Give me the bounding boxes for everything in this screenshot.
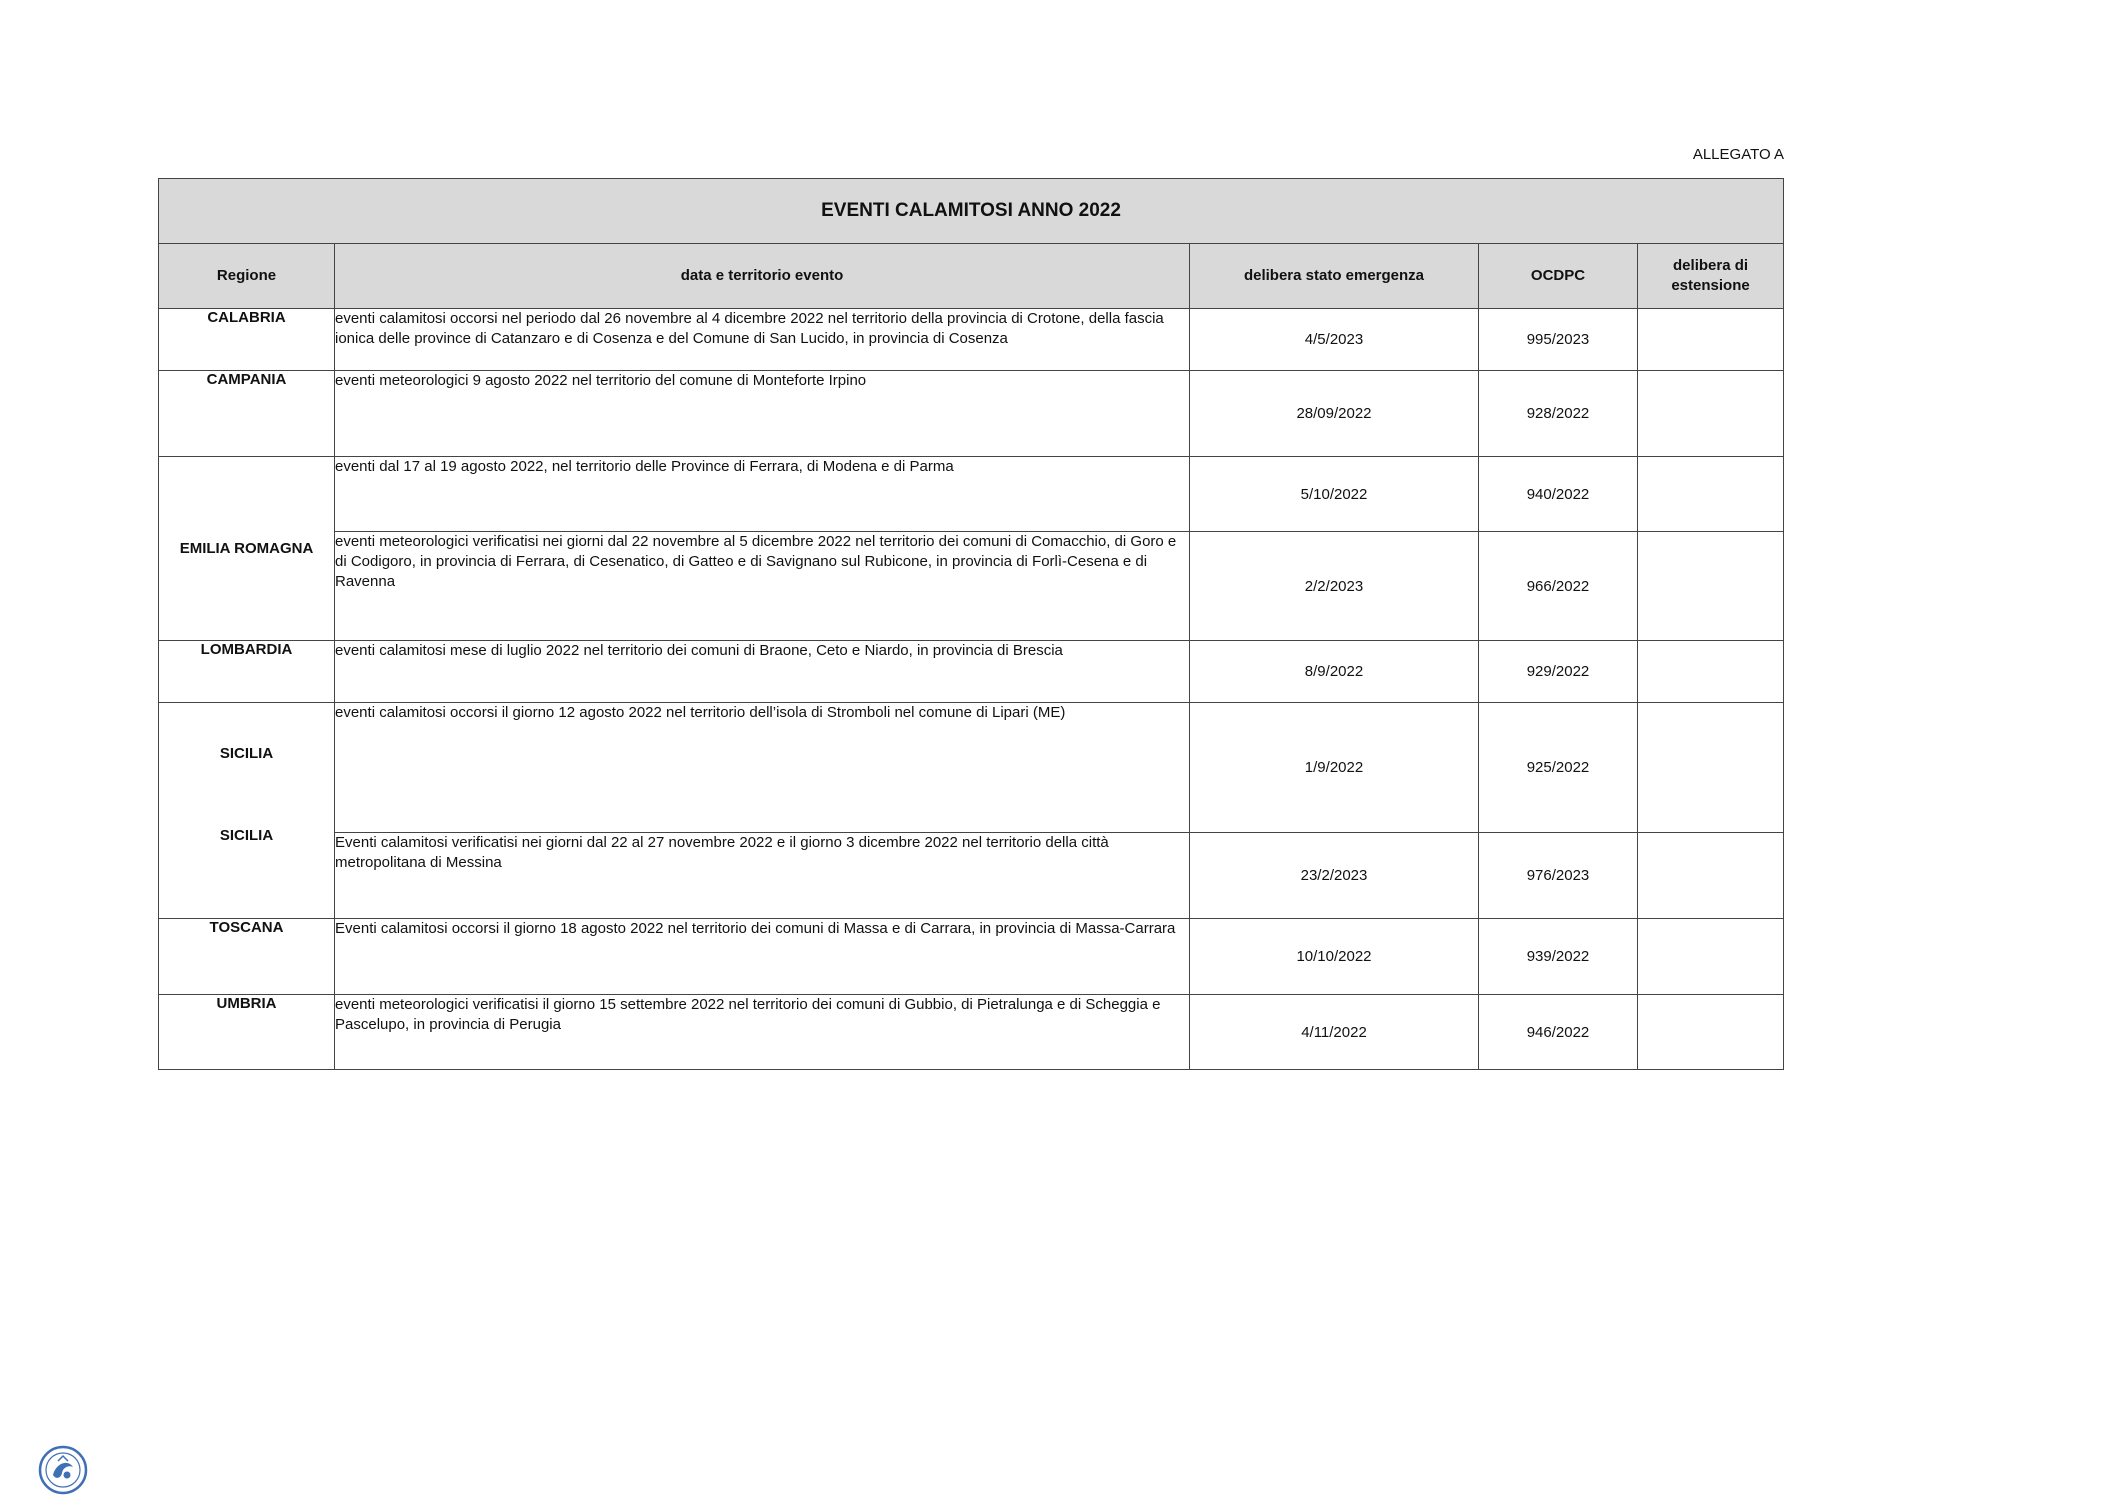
estensione-cell (1638, 371, 1784, 457)
estensione-cell (1638, 457, 1784, 532)
delibera-date: 23/2/2023 (1190, 833, 1479, 919)
table-row (159, 457, 1784, 532)
table-row (159, 641, 1784, 703)
delibera-date: 10/10/2022 (1190, 919, 1479, 995)
table-row (159, 919, 1784, 995)
header-regione: Regione (159, 244, 335, 309)
table-row (159, 532, 1784, 641)
ocdpc-number: 928/2022 (1479, 371, 1638, 457)
ocdpc-number: 940/2022 (1479, 457, 1638, 532)
table-header-row (159, 244, 1784, 309)
event-description: eventi meteorologici verificatisi il giorno 15 settembre 2022 nel territorio dei comuni di Gubbio, di Pietralunga e di Scheggia e Pascelupo, in provincia di Perugia (335, 995, 1190, 1070)
delibera-date: 4/5/2023 (1190, 309, 1479, 371)
region-label: SICILIA (219, 745, 274, 762)
estensione-cell (1638, 703, 1784, 833)
ocdpc-number: 976/2023 (1479, 833, 1638, 919)
region-cell: UMBRIA (159, 995, 335, 1070)
ocdpc-number: 995/2023 (1479, 309, 1638, 371)
event-description: eventi dal 17 al 19 agosto 2022, nel territorio delle Province di Ferrara, di Modena e di Parma (335, 457, 1190, 532)
estensione-cell (1638, 833, 1784, 919)
region-cell: CAMPANIA (159, 371, 335, 457)
region-cell (159, 703, 335, 919)
ocdpc-number: 966/2022 (1479, 532, 1638, 641)
events-table (158, 178, 1784, 1070)
estensione-cell (1638, 641, 1784, 703)
estensione-cell (1638, 309, 1784, 371)
table-row (159, 995, 1784, 1070)
ocdpc-number: 939/2022 (1479, 919, 1638, 995)
delibera-date: 2/2/2023 (1190, 532, 1479, 641)
header-ocdpc: OCDPC (1479, 244, 1638, 309)
event-description: Eventi calamitosi verificatisi nei giorni dal 22 al 27 novembre 2022 e il giorno 3 dicembre 2022 nel territorio della città metropolitana di Messina (335, 833, 1190, 919)
event-description: eventi meteorologici 9 agosto 2022 nel territorio del comune di Monteforte Irpino (335, 371, 1190, 457)
region-cell: TOSCANA (159, 919, 335, 995)
table-title: EVENTI CALAMITOSI ANNO 2022 (159, 179, 1784, 244)
ocdpc-number: 925/2022 (1479, 703, 1638, 833)
event-description: eventi meteorologici verificatisi nei giorni dal 22 novembre al 5 dicembre 2022 nel territorio dei comuni di Comacchio, di Goro e di Codigoro, in provincia di Ferrara, di Cesenatico, di Gatteo e di Savignano sul Rubicone, in provincia di Forlì-Cesena e di Ravenna (335, 532, 1190, 641)
region-cell: EMILIA ROMAGNA (159, 457, 335, 641)
table-row (159, 833, 1784, 919)
event-description: Eventi calamitosi occorsi il giorno 18 agosto 2022 nel territorio dei comuni di Massa e di Carrara, in provincia di Massa-Carrara (335, 919, 1190, 995)
estensione-cell (1638, 532, 1784, 641)
header-data-territorio: data e territorio evento (335, 244, 1190, 309)
delibera-date: 4/11/2022 (1190, 995, 1479, 1070)
event-description: eventi calamitosi occorsi nel periodo dal 26 novembre al 4 dicembre 2022 nel territorio della provincia di Crotone, della fascia ionica delle province di Catanzaro e di Cosenza e del Comune di San Lucido, in provincia di Cosenza (335, 309, 1190, 371)
header-delibera-estensione: delibera di estensione (1638, 244, 1784, 309)
table-row (159, 309, 1784, 371)
ocdpc-number: 929/2022 (1479, 641, 1638, 703)
estensione-cell (1638, 995, 1784, 1070)
event-description: eventi calamitosi mese di luglio 2022 nel territorio dei comuni di Braone, Ceto e Niardo, in provincia di Brescia (335, 641, 1190, 703)
delibera-date: 28/09/2022 (1190, 371, 1479, 457)
delibera-date: 1/9/2022 (1190, 703, 1479, 833)
header-delibera-stato: delibera stato emergenza (1190, 244, 1479, 309)
table-row (159, 703, 1784, 833)
delibera-date: 8/9/2022 (1190, 641, 1479, 703)
region-cell: LOMBARDIA (159, 641, 335, 703)
region-label: SICILIA (219, 827, 274, 844)
table-row (159, 371, 1784, 457)
emblem-seal-icon (38, 1445, 88, 1495)
event-description: eventi calamitosi occorsi il giorno 12 agosto 2022 nel territorio dell’isola di Stromboli nel comune di Lipari (ME) (335, 703, 1190, 833)
table-title-row (159, 179, 1784, 244)
ocdpc-number: 946/2022 (1479, 995, 1638, 1070)
region-cell: CALABRIA (159, 309, 335, 371)
allegato-label: ALLEGATO A (1692, 146, 1784, 163)
delibera-date: 5/10/2022 (1190, 457, 1479, 532)
estensione-cell (1638, 919, 1784, 995)
